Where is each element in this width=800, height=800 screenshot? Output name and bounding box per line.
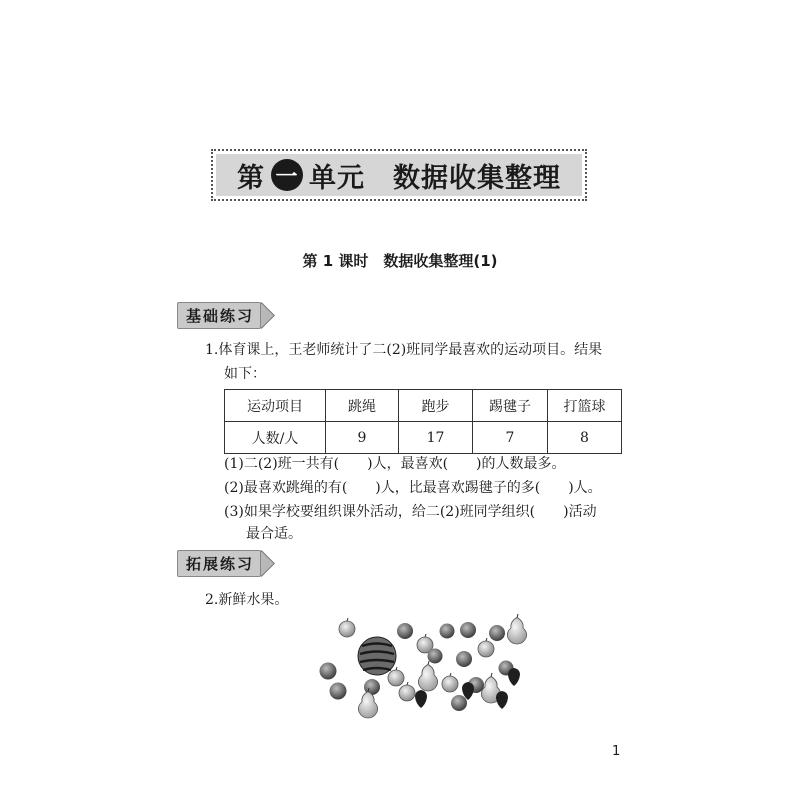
q1-sub3-line2: 最合适。	[246, 526, 302, 542]
lesson-title: 第 1 课时 数据收集整理(1)	[302, 252, 498, 270]
unit-prefix: 第	[237, 162, 265, 194]
table-cell: 人数/人	[225, 422, 326, 454]
unit-title-banner	[211, 149, 587, 201]
pear-icon	[507, 614, 526, 644]
strawberry-icon	[496, 691, 508, 709]
apple-icon	[442, 673, 458, 692]
table-header-cell: 踢毽子	[473, 390, 548, 422]
q1-sub1: (1)二(2)班一共有( )人，最喜欢( )的人数最多。	[224, 456, 566, 472]
orange-icon	[330, 683, 347, 700]
apple-icon	[478, 638, 494, 657]
sports-table	[224, 389, 622, 454]
table-row	[225, 390, 622, 422]
watermelon-icon	[358, 637, 396, 675]
table-header-cell: 跳绳	[326, 390, 399, 422]
strawberry-icon	[415, 690, 427, 708]
orange-icon	[489, 625, 505, 641]
orange-icon	[460, 622, 476, 638]
q1-sub2: (2)最喜欢跳绳的有( )人，比最喜欢踢毽子的多( )人。	[224, 480, 602, 496]
fruit-illustration	[310, 608, 540, 720]
table-header-cell: 跑步	[399, 390, 473, 422]
pear-icon	[418, 661, 437, 691]
section-tag-extended-label: 拓展练习	[177, 550, 261, 577]
unit-name: 数据收集整理	[393, 162, 561, 194]
table-cell: 8	[548, 422, 622, 454]
q1-stem-line2: 如下：	[224, 366, 266, 382]
q1-sub3-line1: (3)如果学校要组织课外活动，给二(2)班同学组织( )活动	[224, 504, 597, 520]
apple-icon	[339, 618, 355, 637]
orange-icon	[440, 624, 455, 639]
table-header-cell: 打篮球	[548, 390, 622, 422]
orange-icon	[397, 623, 413, 639]
q2-stem: 2.新鲜水果。	[205, 592, 289, 608]
table-cell: 9	[326, 422, 399, 454]
orange-icon	[456, 651, 472, 667]
section-tag-basic-label: 基础练习	[177, 302, 261, 329]
table-header-cell: 运动项目	[225, 390, 326, 422]
orange-icon	[320, 663, 337, 680]
table-cell: 17	[399, 422, 473, 454]
orange-icon	[451, 695, 467, 711]
orange-icon	[428, 649, 443, 664]
table-cell: 7	[473, 422, 548, 454]
unit-title	[216, 154, 582, 196]
q1-stem-line1: 1.体育课上，王老师统计了二(2)班同学最喜欢的运动项目。结果	[205, 342, 603, 358]
section-tag-extended	[177, 551, 271, 575]
unit-suffix: 单元	[309, 162, 365, 194]
unit-number-badge: 一	[271, 159, 303, 191]
table-row	[225, 422, 622, 454]
page-number: 1	[612, 744, 621, 759]
section-tag-basic	[177, 303, 271, 327]
apple-icon	[399, 682, 415, 701]
strawberry-icon	[508, 668, 520, 686]
